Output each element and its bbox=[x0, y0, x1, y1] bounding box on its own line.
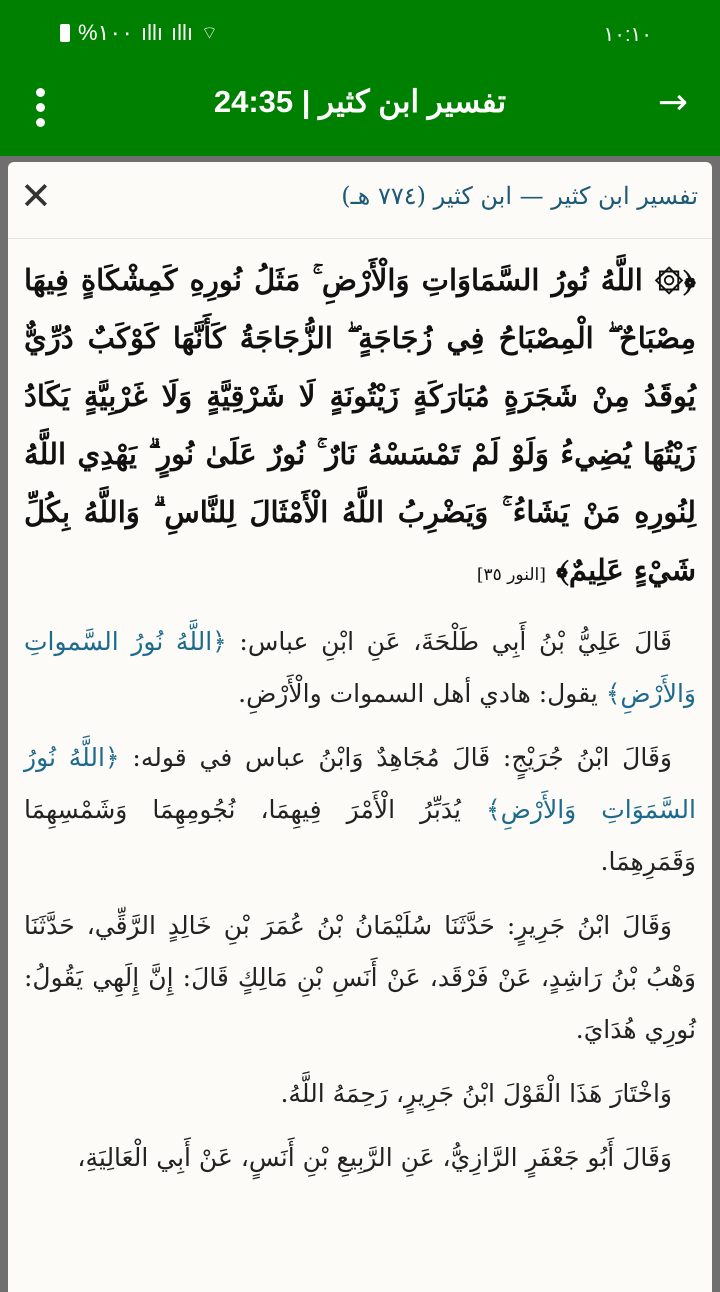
app-bar bbox=[0, 70, 720, 156]
tafsir-paragraph bbox=[24, 616, 696, 720]
paragraph-text: وَاخْتَارَ هَذَا الْقَوْلَ ابْنُ جَرِيرٍ، رَحِمَهُ اللَّهُ. bbox=[280, 1079, 672, 1108]
verse-reference[interactable]: [النور ٣٥] bbox=[476, 565, 546, 585]
verse-text bbox=[8, 239, 712, 604]
paragraph-text: قَالَ عَلِيُّ بْنُ أَبِي طَلْحَةَ، عَنِ ابْنِ عباس: bbox=[226, 627, 672, 656]
paragraph-text: يُدَبِّرُ الْأَمْرَ فِيهِمَا، نُجُومِهِمَا وَشَمْسِهِمَا وَقَمَرِهِمَا. bbox=[24, 795, 696, 876]
wifi-icon: ⌔ bbox=[201, 22, 218, 43]
tafsir-sheet bbox=[8, 162, 712, 1292]
arrow-right-icon[interactable]: → bbox=[657, 82, 688, 123]
tafsir-paragraph bbox=[24, 732, 696, 888]
signal-icon: ıllı bbox=[141, 20, 164, 45]
quran-quote[interactable]: ﴿اللَّهُ نُورُ السَّمواتِ وَالأَرْضِ﴾ bbox=[24, 627, 696, 708]
sheet-header bbox=[8, 162, 712, 239]
signal-icon-2: ıllı bbox=[171, 20, 194, 45]
battery-level: %١٠٠ bbox=[78, 20, 134, 45]
tafsir-source[interactable]: تفسير ابن كثير — ابن كثير (٧٧٤ هـ) bbox=[341, 182, 698, 210]
quran-quote[interactable]: ﴿اللَّهُ نُورُ السَّمَوَاتِ وَالأَرْضِ﴾ bbox=[24, 743, 696, 824]
paragraph-text: يقول: هادي أهل السموات والْأَرْضِ. bbox=[238, 679, 606, 708]
tafsir-paragraph bbox=[24, 1132, 696, 1184]
battery-icon bbox=[60, 24, 70, 42]
paragraph-text: وَقَالَ أَبُو جَعْفَرٍ الرَّازِيُّ، عَنِ الرَّبِيعِ بْنِ أَنَسٍ، عَنْ أَبِي الْعَالِيَةِ، bbox=[77, 1143, 672, 1172]
verse-body: ﴿۞ اللَّهُ نُورُ السَّمَاوَاتِ وَالْأَرْضِ ۚ مَثَلُ نُورِهِ كَمِشْكَاةٍ فِيهَا مِصْبَاحٌ ۖ الْمِصْبَاحُ فِي زُجَاجَةٍ ۖ الزُّجَاجَةُ كَأَنَّهَا كَوْكَبٌ دُرِّيٌّ يُوقَدُ مِنْ شَجَرَةٍ مُبَارَكَةٍ زَيْتُونَةٍ لَا شَرْقِيَّةٍ وَلَا غَرْبِيَّةٍ يَكَادُ زَيْتُهَا يُضِيءُ وَلَوْ لَمْ تَمْسَسْهُ نَارٌ ۚ نُورٌ عَلَىٰ نُورٍ ۗ يَهْدِي اللَّهُ لِنُورِهِ مَنْ يَشَاءُ ۚ وَيَضْرِبُ اللَّهُ الْأَمْثَالَ لِلنَّاسِ ۗ وَاللَّهُ بِكُلِّ شَيْءٍ عَلِيمٌ﴾ bbox=[24, 263, 696, 587]
tafsir-paragraph bbox=[24, 900, 696, 1056]
close-icon[interactable]: ✕ bbox=[20, 174, 52, 218]
tafsir-text bbox=[8, 616, 712, 1184]
page-title: تفسير ابن كثير | 24:35 bbox=[213, 84, 507, 119]
paragraph-text: وَقَالَ ابْنُ جُرَيْجٍ: قَالَ مُجَاهِدٌ وَابْنُ عباس في قوله: bbox=[119, 743, 672, 772]
paragraph-text: وَقَالَ ابْنُ جَرِيرٍ: حَدَّثَنَا سُلَيْمَانُ بْنُ عُمَرَ بْنِ خَالِدٍ الرَّقِّي، حَدَّثَنَا وَهْبُ بْنُ رَاشِدٍ، عَنْ فَرْقَد، عَنْ أَنَسِ بْنِ مَالِكٍ قَالَ: إِنَّ إِلَهِي يَقُولُ: نُورِي هُدَايَ. bbox=[24, 911, 696, 1044]
tafsir-paragraph bbox=[24, 1068, 696, 1120]
status-bar bbox=[0, 0, 720, 70]
clock: ١٠:١٠ bbox=[603, 24, 652, 46]
